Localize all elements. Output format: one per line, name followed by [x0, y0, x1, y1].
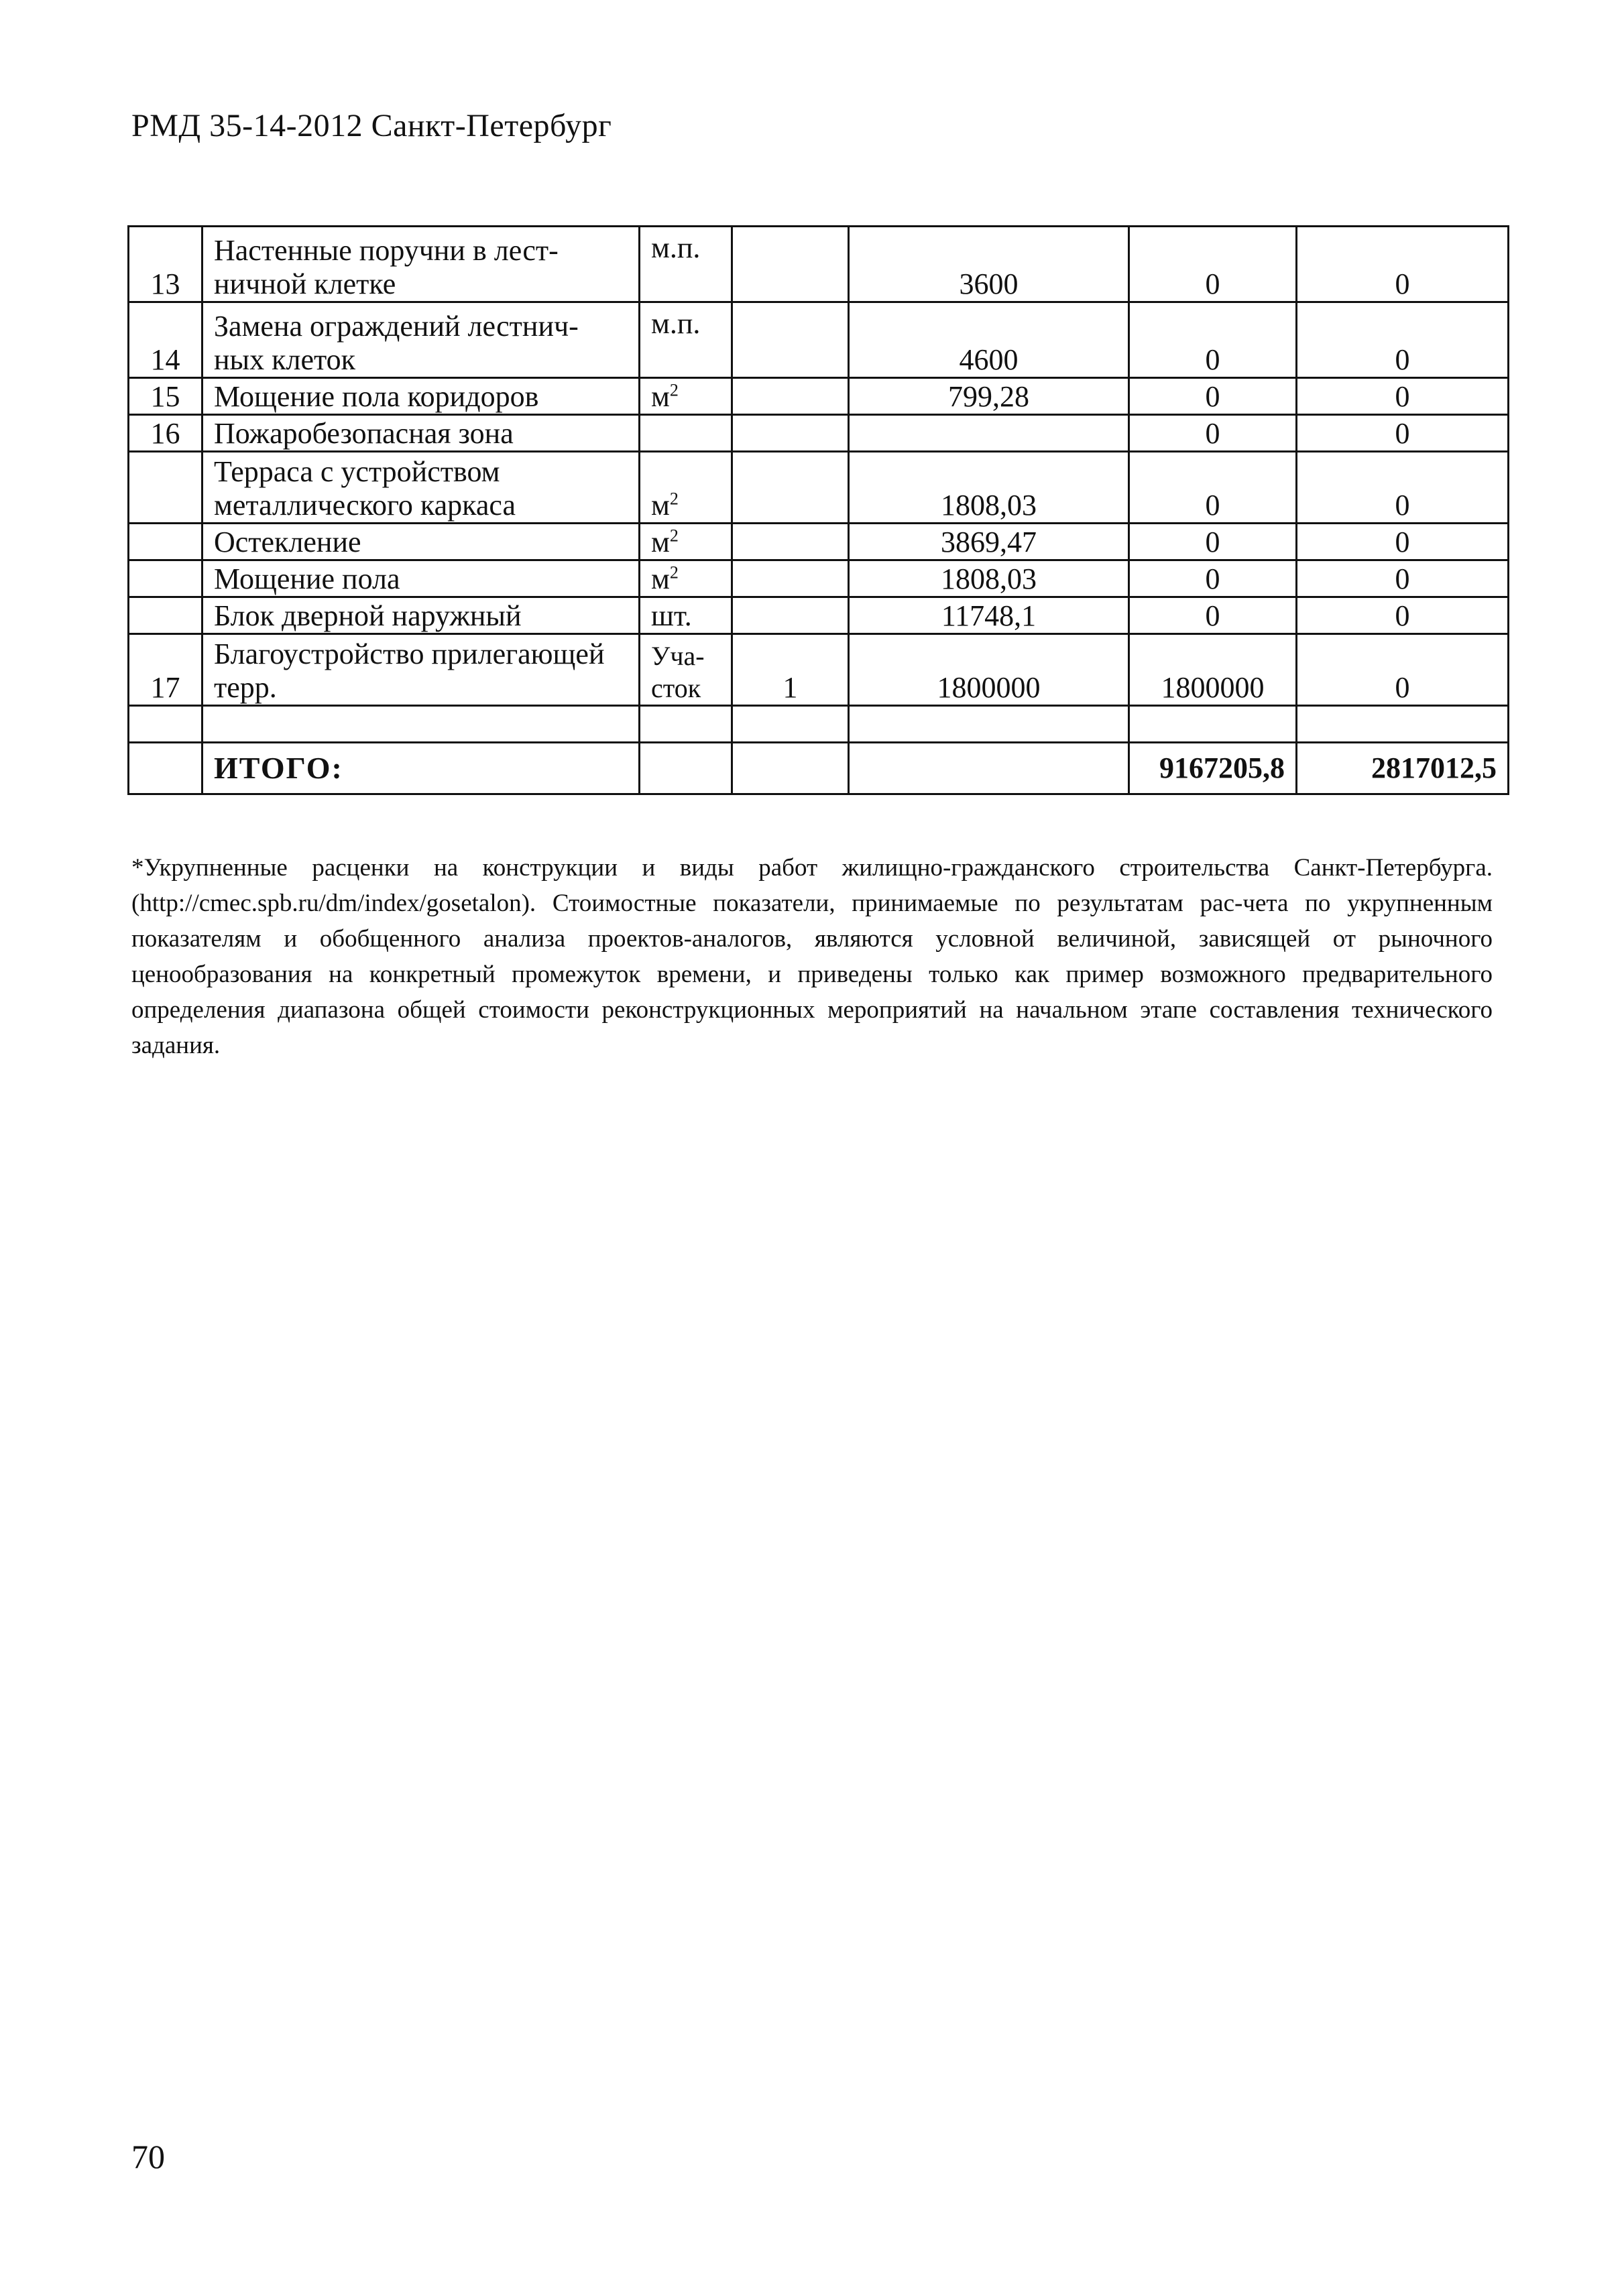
empty-cell — [1297, 706, 1509, 743]
cost-table — [127, 225, 1509, 795]
page-number: 70 — [131, 2138, 165, 2175]
table-row — [129, 415, 1509, 452]
row-number: 15 — [129, 378, 202, 415]
row-name: Мощение пола коридоров — [202, 378, 640, 415]
row-sum2: 0 — [1297, 227, 1509, 302]
row-sum1: 0 — [1129, 524, 1297, 560]
row-name: Мощение пола — [202, 560, 640, 597]
row-name: Пожаробезопасная зона — [202, 415, 640, 452]
empty-cell — [129, 706, 202, 743]
page-header: РМД 35-14-2012 Санкт-Петербург — [131, 108, 612, 143]
row-price: 799,28 — [849, 378, 1129, 415]
row-number — [129, 597, 202, 634]
row-unit: $м^2$ — [640, 378, 732, 415]
total-label: ИТОГО: — [202, 743, 640, 794]
row-name: Благоустройство прилегающей терр. — [202, 634, 640, 706]
row-sum2: 0 — [1297, 560, 1509, 597]
row-qty — [732, 597, 849, 634]
row-sum2: 0 — [1297, 378, 1509, 415]
empty-cell — [849, 706, 1129, 743]
row-unit — [640, 415, 732, 452]
row-price: 4600 — [849, 302, 1129, 378]
table-row — [129, 634, 1509, 706]
total-empty-cell — [732, 743, 849, 794]
total-sum2: 2817012,5 — [1297, 743, 1509, 794]
row-number: 14 — [129, 302, 202, 378]
empty-cell — [732, 706, 849, 743]
row-price: 3869,47 — [849, 524, 1129, 560]
row-qty: 1 — [732, 634, 849, 706]
row-sum1: 0 — [1129, 452, 1297, 524]
table-row — [129, 302, 1509, 378]
row-number: 16 — [129, 415, 202, 452]
empty-cell — [640, 706, 732, 743]
row-qty — [732, 452, 849, 524]
row-name: Остекление — [202, 524, 640, 560]
row-sum1: 0 — [1129, 227, 1297, 302]
row-sum2: 0 — [1297, 452, 1509, 524]
table-row — [129, 452, 1509, 524]
row-sum1: 0 — [1129, 560, 1297, 597]
row-qty — [732, 378, 849, 415]
row-sum2: 0 — [1297, 634, 1509, 706]
total-sum1: 9167205,8 — [1129, 743, 1297, 794]
row-number: 17 — [129, 634, 202, 706]
empty-cell — [202, 706, 640, 743]
row-sum1: 0 — [1129, 378, 1297, 415]
row-price — [849, 415, 1129, 452]
row-price: 1808,03 — [849, 452, 1129, 524]
row-sum2: 0 — [1297, 302, 1509, 378]
row-number: 13 — [129, 227, 202, 302]
total-empty-cell — [849, 743, 1129, 794]
row-sum2: 0 — [1297, 597, 1509, 634]
row-qty — [732, 227, 849, 302]
table-row — [129, 560, 1509, 597]
row-number — [129, 452, 202, 524]
row-sum1: 0 — [1129, 415, 1297, 452]
table-row — [129, 597, 1509, 634]
row-sum1: 1800000 — [1129, 634, 1297, 706]
total-row — [129, 743, 1509, 794]
unit-line-1: Уча- — [651, 641, 705, 671]
empty-row — [129, 706, 1509, 743]
unit-line-2: сток — [651, 673, 701, 703]
footnote: *Укрупненные расценки на конструкции и виды работ жилищно-гражданского строительства Санкт-Петербурга. (http://cmec.spb.ru/dm/index/gosetalon). Стоимостные показатели, принимаемые по результатам рас-чета по укрупненным показателям и обобщенного анализа проектов-аналогов, являются условной величиной, зависящей от рыночного ценообразования на конкретный промежуток времени, и приведены только как пример возможного предварительного определения диапазона общей стоимости реконструкционных мероприятий на начальном этапе составления технического задания. — [131, 854, 1493, 1059]
row-qty — [732, 524, 849, 560]
row-unit — [640, 634, 732, 706]
row-unit: м.п. — [640, 227, 732, 302]
row-name: Терраса с устройством металлического каркаса — [202, 452, 640, 524]
row-sum1: 0 — [1129, 597, 1297, 634]
row-qty — [732, 560, 849, 597]
row-unit: $м^2$ — [640, 560, 732, 597]
row-number — [129, 560, 202, 597]
row-qty — [732, 415, 849, 452]
row-price: 1800000 — [849, 634, 1129, 706]
row-name: Настенные поручни в лест-ничной клетке — [202, 227, 640, 302]
row-price: 11748,1 — [849, 597, 1129, 634]
row-qty — [732, 302, 849, 378]
total-empty-cell — [129, 743, 202, 794]
row-price: 1808,03 — [849, 560, 1129, 597]
row-name: Замена ограждений лестнич-ных клеток — [202, 302, 640, 378]
row-unit: шт. — [640, 597, 732, 634]
table-row — [129, 524, 1509, 560]
row-unit: $м^2$ — [640, 524, 732, 560]
table-row — [129, 378, 1509, 415]
total-empty-cell — [640, 743, 732, 794]
empty-cell — [1129, 706, 1297, 743]
row-unit: м.п. — [640, 302, 732, 378]
row-price: 3600 — [849, 227, 1129, 302]
row-unit: $м^2$ — [640, 452, 732, 524]
row-sum1: 0 — [1129, 302, 1297, 378]
row-number — [129, 524, 202, 560]
row-sum2: 0 — [1297, 524, 1509, 560]
row-name: Блок дверной наружный — [202, 597, 640, 634]
row-sum2: 0 — [1297, 415, 1509, 452]
table-row — [129, 227, 1509, 302]
